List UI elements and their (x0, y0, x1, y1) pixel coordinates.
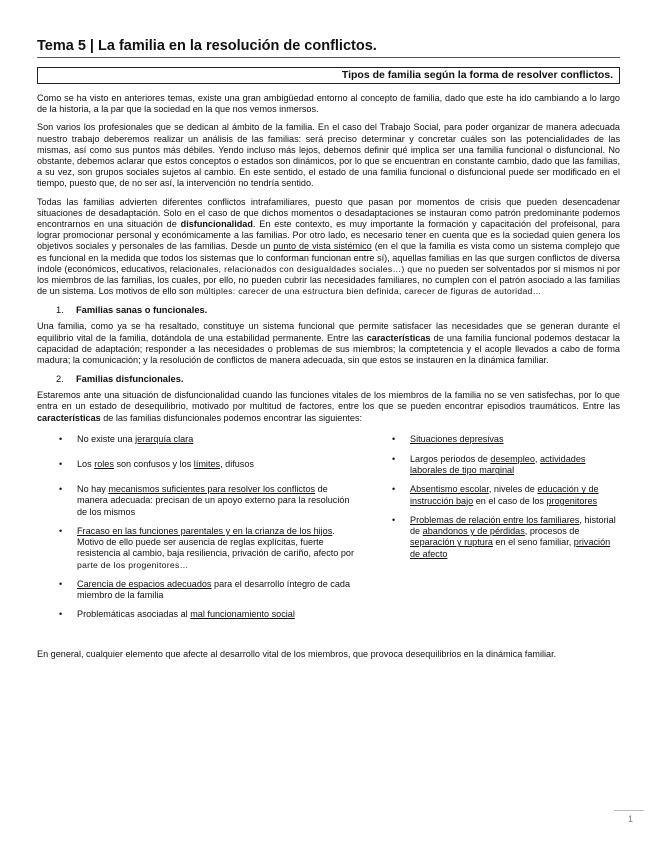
paragraph-intro: Como se ha visto en anteriores temas, existe una gran ambigüedad entorno al concepto de familia, dado que este ha ido cambiando a lo largo de la historia, a la par que la sociedad en la que nos vemos inmersos. (37, 93, 620, 115)
heading-functional-families: 1. Familias sanas o funcionales. (56, 305, 208, 316)
heading-dysfunctional-families: 2. Familias disfuncionales. (56, 374, 184, 385)
paragraph-dysfunctional: Estaremos ante una situación de disfuncionalidad cuando las funciones vitales de los miembros de la familia no se ven satisfechas, por lo que entra en un estado de desequilibrio, motivado por multitud de factores, entre los que se pueden encontrar episodios traumáticos. Entre las características de las familias disfuncionales podemos encontrar las siguientes: (37, 390, 620, 423)
list-item: • Los roles son confusos y los límites, difusos (59, 459, 254, 470)
list-item: • Carencia de espacios adecuados para el desarrollo íntegro de cada miembro de la familia (59, 578, 350, 600)
list-item: • No existe una jerarquía clara (59, 433, 194, 444)
characteristics-list (37, 428, 620, 643)
bullet-column-left (55, 428, 355, 620)
list-item: • No hay mecanismos suficientes para resolver los conflictos de manera adecuada: precisan de un apoyo externo para la resolución de los mismos (59, 484, 350, 517)
page-number: 1 (628, 814, 634, 824)
list-item: • Problemáticas asociadas al mal funcionamiento social (59, 609, 295, 620)
paragraph-professionals: Son varios los profesionales que se dedican al ámbito de la familia. En el caso del Trabajo Social, para poder organizar de manera adecuada nuestro trabajo deberemos realizar un análisis de las familias: será preciso determinar y concretar cuáles son las potencialidades de las mismas, así como sus puntos más débiles. Yendo incluso más lejos, debemos definir qué implica ser una familia funcional o disfuncional. No obstante, debemos aclarar que estos conceptos o estados son dinámicos, por lo que se encuentran en constante cambio, dado que las familias, a su vez, son grupos sociales sujetos al cambio. En este sentido, el estado de una familia funcional o disfuncional puede ser modificado en el tiempo, puesto que, de no ser así, la intervención no tendría sentido. (37, 122, 620, 189)
page-title: Tema 5 | La familia en la resolución de conflictos. (37, 38, 620, 58)
section-subtitle-box: Tipos de familia según la forma de resolver conflictos. (37, 67, 620, 84)
paragraph-conclusion: En general, cualquier elemento que afecte al desarrollo vital de los miembros, que provoca desequilibrios en la dinámica familiar. (37, 648, 557, 659)
bullet-column-right (388, 428, 620, 560)
list-item: • Largos periodos de desempleo, actividades laborales de tipo marginal (392, 454, 586, 476)
list-item: • Situaciones depresivas (392, 433, 504, 444)
paragraph-conflicts: Todas las familias advierten diferentes conflictos intrafamiliares, puesto que pasan por momentos de crisis que pueden desencadenar situaciones de desadaptación. Solo en el caso de que dichos momentos o desadaptaciones se instauran como patrón predominante podemos encontrarnos en una situación de disfuncionalidad. En este contexto, es muy importante la formación y capacitación del profeisonal, para lograr promocionar personal y económicamente a las familias. Por otro lado, es necesario tener en cuenta que es la sociedad quien genera los objetivos sociales y personales de las familias. Desde un punto de vista sistémico (en el que la familia es vista como un sistema complejo que es funcional en la medida que todos los sistemas que lo conforman funcionan entre sí), aquellas familias en las que surgen conflictos de diversa índole (económicos, educativos, relacionales, relacionados con desigualdades sociales…) que no pueden ser solventados por sí mismos ni por los miembros de las familias, los cuales, por ello, no pueden cubrir las necesidades familiares, no cumplen con el patrón asociado a las familias de un sistema. Los motivos de ello son múltiples: carecer de una estructura bien definida, carecer de figuras de autoridad… (37, 196, 621, 297)
list-item: • Problemas de relación entre los familiares, historial de abandonos y de pérdidas, procesos de separación y ruptura en el seno familiar, privación de afecto (392, 514, 616, 559)
list-item: • Fracaso en las funciones parentales y en la crianza de los hijos. Motivo de ello puede ser ausencia de reglas explícitas, fuerte resistencia al cambio, baja resiliencia, privación de cariño, afecto por parte de los progenitores… (59, 525, 354, 570)
document-page (37, 38, 620, 660)
footer-divider (614, 810, 644, 811)
paragraph-functional: Una familia, como ya se ha resaltado, constituye un sistema funcional que permite satisfacer las necesidades que se generan durante el equilibrio vital de la familia, dotándola de una estabilidad permanente. Entre las características de una familia funcional podemos destacar la capacidad de adaptación; responder a las necesidades o problemas de sus miembros; la comptetencia y el acople llevados a cabo de forma madura; la comunicación; y la resolución de conflictos de manera adecuada, sin que estos se instauren en la dinámica familiar. (37, 321, 620, 366)
list-item: • Absentismo escolar, niveles de educación y de instrucción bajo en el caso de los progenitores (392, 484, 599, 506)
